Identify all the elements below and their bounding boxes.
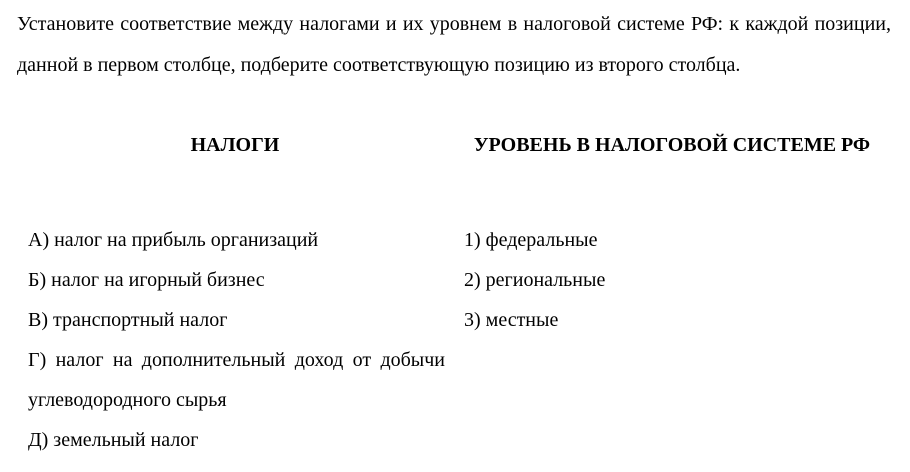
level-item-2: 2) региональные (464, 269, 606, 291)
tax-item-v: В) транспортный налог (28, 309, 228, 331)
level-item-3: 3) местные (464, 309, 559, 331)
tax-item-g: Г) налог на дополнительный доход от добычи углеводородного сырья (28, 349, 445, 411)
tax-item-a: А) налог на прибыль организаций (28, 229, 319, 251)
taxes-list (28, 220, 445, 460)
tax-item-d: Д) земельный налог (28, 429, 199, 451)
level-item-1: 1) федеральные (464, 229, 598, 251)
tax-item-b: Б) налог на игорный бизнес (28, 269, 265, 291)
levels-list (464, 220, 884, 340)
levels-column-header: УРОВЕНЬ В НАЛОГОВОЙ СИСТЕМЕ РФ (473, 134, 871, 156)
taxes-column-header: НАЛОГИ (190, 134, 280, 156)
task-instruction: Установите соответствие между налогами и их уровнем в налоговой системе РФ: к каждой позиции, данной в первом столбце, подберите соответствующую позицию из второго столбца. (17, 13, 891, 76)
